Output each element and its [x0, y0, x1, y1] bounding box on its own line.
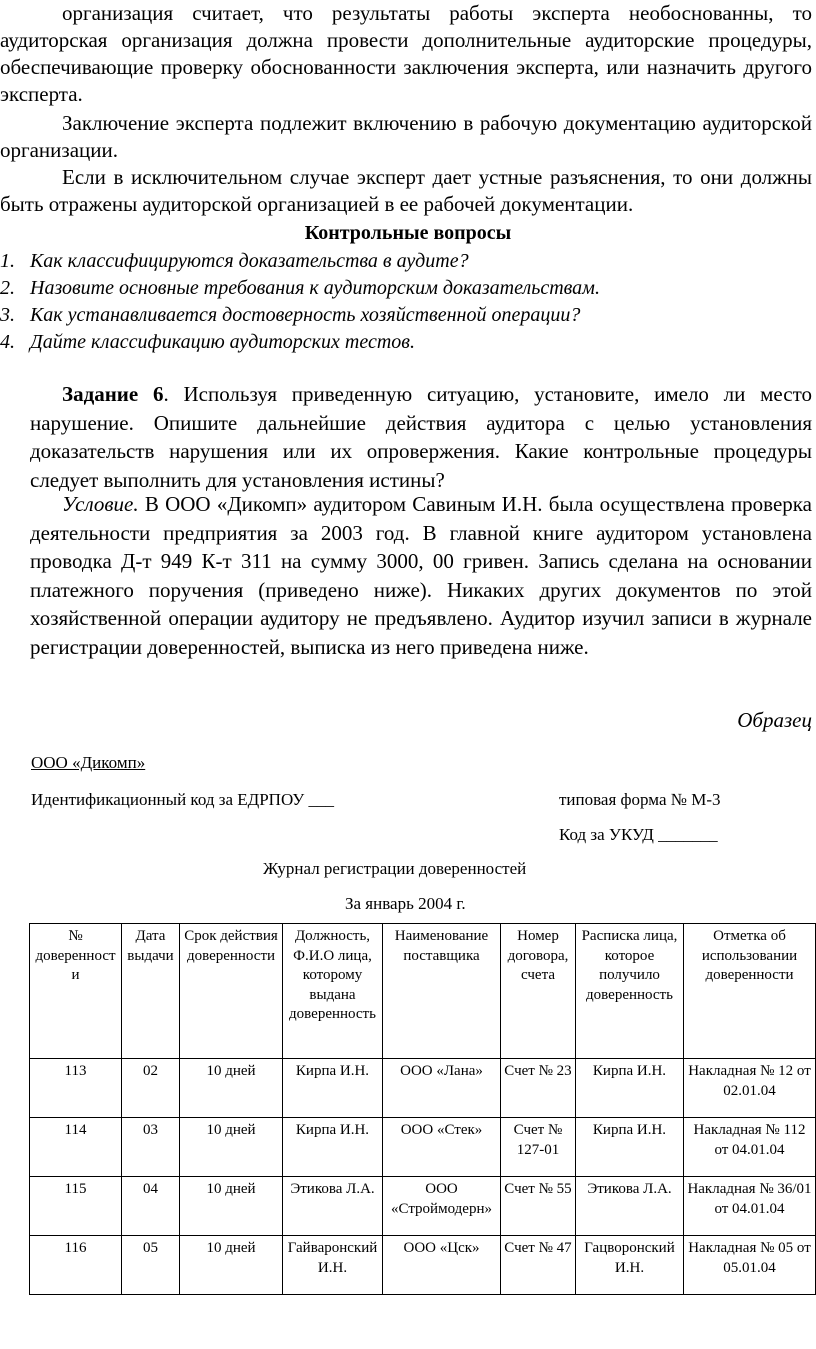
- intro-paragraph-3: Если в исключительном случае эксперт дает устные разъяснения, то они должны быть отражены аудиторской организацией в ее рабочей документации.: [0, 165, 812, 216]
- table-cell: 10 дней: [180, 1118, 283, 1177]
- questions-heading: Контрольные вопросы: [304, 222, 512, 244]
- table-cell: 113: [30, 1059, 122, 1118]
- journal-title: Журнал регистрации доверенностей: [263, 859, 527, 878]
- table-cell: 10 дней: [180, 1236, 283, 1295]
- id-code-line: Идентификационный код за ЕДРПОУ ___: [31, 790, 335, 809]
- question-number: 1.: [0, 250, 15, 272]
- table-cell: Накладная № 112 от 04.01.04: [684, 1118, 816, 1177]
- column-header: Номер договора, счета: [501, 924, 576, 1059]
- table-row: [30, 1177, 816, 1236]
- table-cell: Кирпа И.Н.: [576, 1059, 684, 1118]
- table-cell: 02: [122, 1059, 180, 1118]
- condition-label: Условие.: [62, 492, 139, 516]
- question-number: 4.: [0, 331, 15, 353]
- ukud-code: Код за УКУД _______: [559, 825, 718, 844]
- journal-period: За январь 2004 г.: [345, 894, 466, 913]
- table-cell: Счет № 47: [501, 1236, 576, 1295]
- table-cell: Гацворонский И.Н.: [576, 1236, 684, 1295]
- form-type: типовая форма № М-3: [559, 790, 721, 809]
- table-cell: ООО «Цск»: [383, 1236, 501, 1295]
- table-cell: 05: [122, 1236, 180, 1295]
- question-text: Как классифицируются доказательства в аудите?: [30, 250, 469, 272]
- question-text: Назовите основные требования к аудиторским доказательствам.: [30, 277, 600, 299]
- table-cell: ООО «Лана»: [383, 1059, 501, 1118]
- table-cell: Накладная № 36/01 от 04.01.04: [684, 1177, 816, 1236]
- column-header: Наименование поставщика: [383, 924, 501, 1059]
- table-cell: Счет № 23: [501, 1059, 576, 1118]
- table-cell: 10 дней: [180, 1059, 283, 1118]
- table-cell: 115: [30, 1177, 122, 1236]
- column-header: Дата выдачи: [122, 924, 180, 1059]
- task-lead: Задание 6: [62, 382, 164, 406]
- table-cell: 03: [122, 1118, 180, 1177]
- task-text: . Используя приведенную ситуацию, установите, имело ли место нарушение. Опишите дальнейшие действия аудитора с целью установления доказательств нарушения или их опровержения. Какие контрольные процедуры следует выполнить для установления истины?: [30, 382, 812, 492]
- table-cell: Кирпа И.Н.: [576, 1118, 684, 1177]
- task-paragraph: [30, 380, 812, 494]
- table-cell: Кирпа И.Н.: [283, 1059, 383, 1118]
- column-header: Должность, Ф.И.О лица, которому выдана доверенность: [283, 924, 383, 1059]
- journal-table: [29, 923, 816, 1295]
- table-cell: Кирпа И.Н.: [283, 1118, 383, 1177]
- table-cell: ООО «Стек»: [383, 1118, 501, 1177]
- table-row: [30, 1118, 816, 1177]
- column-header: Расписка лица, которое получило доверенность: [576, 924, 684, 1059]
- column-header: Отметка об использовании доверенности: [684, 924, 816, 1059]
- question-text: Как устанавливается достоверность хозяйственной операции?: [30, 304, 581, 326]
- table-cell: Счет № 55: [501, 1177, 576, 1236]
- company-name: ООО «Дикомп»: [31, 753, 146, 772]
- table-cell: Этикова Л.А.: [283, 1177, 383, 1236]
- question-text: Дайте классификацию аудиторских тестов.: [30, 331, 415, 353]
- column-header: № доверенности: [30, 924, 122, 1059]
- table-header-row: [30, 924, 816, 1059]
- table-cell: 10 дней: [180, 1177, 283, 1236]
- table-cell: 116: [30, 1236, 122, 1295]
- intro-paragraph-2: Заключение эксперта подлежит включению в рабочую документацию аудиторской организации.: [0, 111, 812, 162]
- question-number: 3.: [0, 304, 15, 326]
- condition-text: В ООО «Дикомп» аудитором Савиным И.Н. была осуществлена проверка деятельности предприятия за 2003 год. В главной книге аудитором установлена проводка Д-т 949 К-т 311 на сумму 3000, 00 гривен. Запись сделана на основании платежного поручения (приведено ниже). Никаких других документов по этой хозяйственной операции аудитору не предъявлено. Аудитор изучил записи в журнале регистрации доверенностей, выписка из него приведена ниже.: [30, 492, 812, 659]
- sample-label: Образец: [737, 708, 812, 732]
- table-row: [30, 1236, 816, 1295]
- table-cell: 04: [122, 1177, 180, 1236]
- condition-paragraph: [30, 490, 812, 661]
- question-item: [0, 275, 600, 302]
- table-row: [30, 1059, 816, 1118]
- column-header: Срок действия доверенности: [180, 924, 283, 1059]
- question-item: [0, 302, 580, 329]
- table-cell: Гайваронский И.Н.: [283, 1236, 383, 1295]
- question-item: [0, 248, 469, 275]
- question-number: 2.: [0, 277, 15, 299]
- table-cell: Счет № 127-01: [501, 1118, 576, 1177]
- table-cell: Накладная № 05 от 05.01.04: [684, 1236, 816, 1295]
- table-cell: ООО «Строймодерн»: [383, 1177, 501, 1236]
- question-item: [0, 329, 415, 356]
- table-cell: 114: [30, 1118, 122, 1177]
- intro-paragraph-1: организация считает, что результаты работы эксперта необоснованны, то аудиторская организация должна провести дополнительные аудиторские процедуры, обеспечивающие проверку обоснованности заключения эксперта, или назначить другого эксперта.: [0, 1, 812, 106]
- table-cell: Накладная № 12 от 02.01.04: [684, 1059, 816, 1118]
- table-cell: Этикова Л.А.: [576, 1177, 684, 1236]
